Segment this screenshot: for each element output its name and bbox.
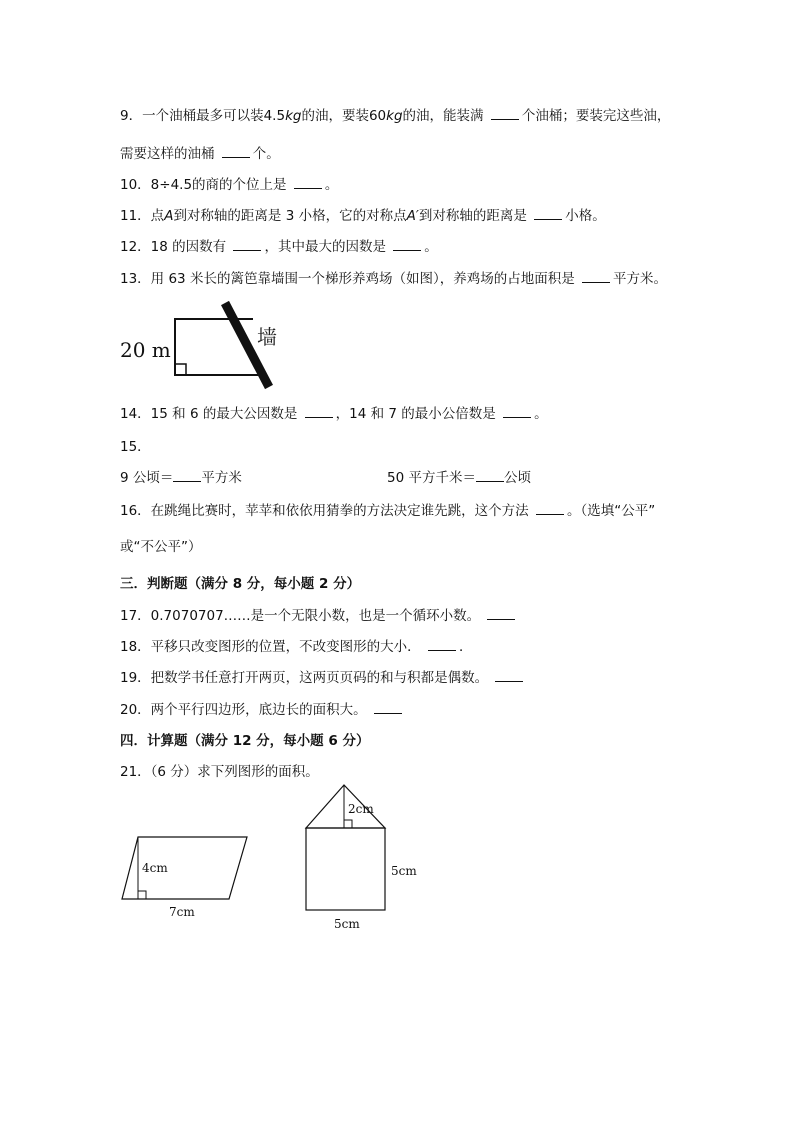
answer-blank[interactable] <box>503 405 531 418</box>
answer-blank[interactable] <box>374 701 402 714</box>
question-13: 13．用 63 米长的篱笆靠墙围一个梯形养鸡场（如图），养鸡场的占地面积是 平方米。 <box>120 271 667 287</box>
answer-blank[interactable] <box>536 502 564 515</box>
answer-blank[interactable] <box>487 607 515 620</box>
question-9-line2: 需要这样的油桶 个。 <box>120 146 280 162</box>
question-10: 10．8÷4.5的商的个位上是 。 <box>120 177 339 193</box>
wall-label: 墙 <box>257 325 277 349</box>
parallelogram-base-label: 7cm <box>169 905 195 919</box>
parallelogram-figure <box>110 830 260 925</box>
answer-blank[interactable] <box>495 669 523 682</box>
question-15-left: 9 公顷＝ 平方米 <box>120 470 242 486</box>
trapezoid-henhouse-figure <box>115 300 295 395</box>
answer-blank[interactable] <box>294 176 322 189</box>
square-shape <box>306 828 385 910</box>
section-3-heading: 三．判断题（满分 8 分，每小题 2 分） <box>120 576 361 592</box>
right-angle-mark <box>138 891 146 899</box>
answer-blank[interactable] <box>222 145 250 158</box>
right-angle-mark <box>344 820 352 828</box>
answer-blank[interactable] <box>305 405 333 418</box>
question-12: 12．18 的因数有 ，其中最大的因数是 。 <box>120 239 438 255</box>
question-19: 19．把数学书任意打开两页，这两页页码的和与积都是偶数。 <box>120 669 526 687</box>
square-side-label: 5cm <box>391 864 417 878</box>
question-21: 21．（6 分）求下列图形的面积。 <box>120 764 319 780</box>
question-15-right: 50 平方千米＝ 公顷 <box>387 470 531 486</box>
parallelogram-height-label: 4cm <box>142 861 168 875</box>
answer-blank[interactable] <box>534 207 562 220</box>
question-20: 20．两个平行四边形，底边长的面积大。 <box>120 701 405 719</box>
question-17: 17．0.7070707……是一个无限小数，也是一个循环小数。 <box>120 607 518 625</box>
question-11: 11．点A到对称轴的距离是 3 小格，它的对称点A′到对称轴的距离是 小格。 <box>120 208 606 224</box>
question-16-line2: 或“不公平”） <box>120 539 202 555</box>
answer-blank[interactable] <box>428 638 456 651</box>
triangle-on-square-figure <box>300 782 430 934</box>
answer-blank[interactable] <box>491 107 519 120</box>
answer-blank[interactable] <box>173 469 201 482</box>
question-18: 18．平移只改变图形的位置，不改变图形的大小． ． <box>120 639 473 655</box>
triangle-height-label: 2cm <box>348 802 374 816</box>
question-15-number: 15． <box>120 439 151 455</box>
section-4-heading: 四．计算题（满分 12 分，每小题 6 分） <box>120 733 370 749</box>
answer-blank[interactable] <box>582 270 610 283</box>
square-base-label: 5cm <box>334 917 360 931</box>
question-16-line1: 16．在跳绳比赛时，苹苹和依依用猜拳的方法决定谁先跳，这个方法 。（选填“公平” <box>120 503 656 519</box>
answer-blank[interactable] <box>233 238 261 251</box>
figure-height-label: 20 m <box>120 338 171 362</box>
question-14: 14．15 和 6 的最大公因数是 ，14 和 7 的最小公倍数是 。 <box>120 406 548 422</box>
parallelogram-shape <box>122 837 247 899</box>
question-9-line1: 9．一个油桶最多可以装4.5kg的油，要装60kg的油，能装满 个油桶；要装完这些油， <box>120 108 671 124</box>
answer-blank[interactable] <box>393 238 421 251</box>
answer-blank[interactable] <box>476 469 504 482</box>
right-angle-mark <box>175 364 186 375</box>
